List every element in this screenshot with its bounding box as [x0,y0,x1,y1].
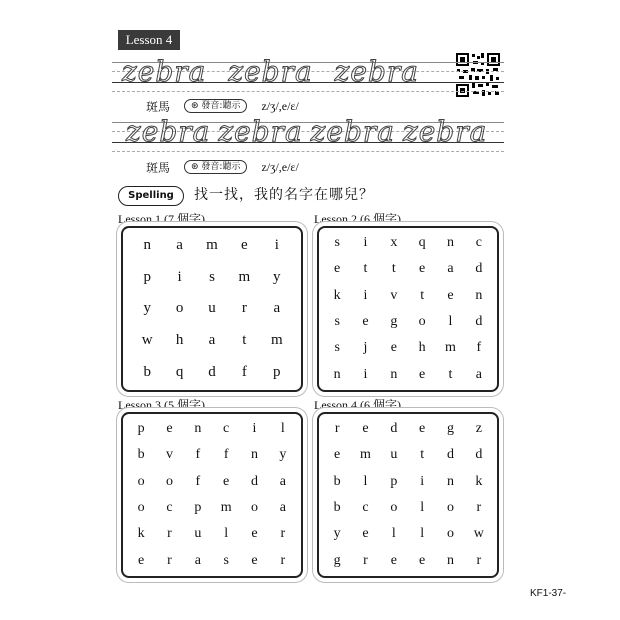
grid-letter: e [362,526,369,542]
grid-letter: a [279,500,286,516]
grid-letter: r [476,552,482,568]
grid-letter: n [390,366,398,382]
grid-letter: e [390,340,397,356]
grid-letter: s [223,552,229,568]
chinese-meaning: 斑馬 [146,99,171,114]
grid-letter: h [418,340,426,356]
trace-word: zebra [122,55,207,88]
grid-letter: e [166,421,173,437]
handwriting-lines-2 [112,115,504,152]
trace-word: zebra [334,55,419,88]
grid-letter: a [447,261,454,277]
grid-letter: e [334,261,341,277]
grid-letter: u [194,526,202,542]
puzzle-title-lesson-1: Lesson 1 (7 個字) [118,212,205,226]
grid-letter: i [420,473,425,489]
grid-letter: m [360,447,371,463]
grid-letter: m [206,237,218,254]
grid-letter: e [362,314,369,330]
grid-letter: a [176,237,183,254]
grid-letter: u [390,447,398,463]
word-search-grid-lesson-4 [317,412,499,578]
chinese-meaning: 斑馬 [146,160,171,175]
grid-letter: f [476,340,482,356]
grid-letter: o [250,500,258,516]
grid-letter: p [390,473,398,489]
grid-letter: a [279,473,286,489]
grid-letter: w [141,332,153,349]
grid-letter: r [241,300,247,317]
puzzle-title-lesson-4: Lesson 4 (6 個字) [314,398,401,412]
trace-word: zebra [402,115,488,148]
grid-letter: r [280,526,286,542]
spelling-instruction: 找一找，我的名字在哪兒？ [194,188,374,203]
grid-letter: f [195,473,201,489]
trace-word: zebra [228,55,313,88]
grid-letter: e [419,261,426,277]
grid-letter: g [446,421,454,437]
grid-letter: z [475,421,482,437]
grid-letter: n [446,235,454,251]
trace-word: zebra [126,115,211,148]
grid-letter: p [194,500,202,516]
grid-letter: n [475,287,483,303]
grid-letter: e [362,421,369,437]
grid-letter: p [273,363,281,380]
grid-letter: e [251,526,258,542]
grid-letter: k [475,473,483,489]
grid-letter: e [223,473,230,489]
grid-letter: i [363,235,368,251]
grid-letter: c [362,500,369,516]
grid-letter: d [446,447,454,463]
grid-letter: e [251,552,258,568]
grid-letter: r [167,526,172,542]
grid-letter: h [175,332,184,349]
grid-letter: g [333,552,341,568]
grid-letter: o [137,500,145,516]
grid-letter: a [194,552,201,568]
trace-word: zebra [218,115,303,148]
grid-letter: u [208,300,216,317]
grid-letter: r [476,500,482,516]
grid-letter: l [280,421,285,437]
grid-letter: o [137,473,145,489]
grid-letter: l [448,314,453,330]
grid-letter: a [475,366,482,382]
trace-words-2 [126,117,504,147]
grid-letter: o [165,473,173,489]
grid-letter: b [333,473,341,489]
word-search-grid-lesson-1 [121,226,303,392]
grid-letter: y [143,300,151,317]
grid-letter: e [419,366,426,382]
grid-letter: s [334,235,340,251]
trace-word: zebra [310,115,395,148]
grid-letter: m [270,332,283,349]
grid-letter: n [143,237,151,254]
grid-letter: t [391,261,396,277]
grid-letter: o [446,526,454,542]
spelling-badge: Spelling [118,186,184,206]
word-search-grid-lesson-2 [317,226,499,392]
grid-letter: e [447,287,454,303]
grid-letter: l [363,473,368,489]
grid-letter: y [279,447,287,463]
grid-letter: i [363,287,368,303]
grid-letter: b [137,447,145,463]
grid-letter: p [137,421,145,437]
grid-letter: c [223,421,230,437]
grid-letter: x [390,235,398,251]
grid-letter: e [390,552,397,568]
puzzle-title-lesson-3: Lesson 3 (5 個字) [118,398,205,412]
grid-letter: o [390,500,398,516]
grid-letter: c [166,500,173,516]
grid-letter: e [419,552,426,568]
grid-letter: f [241,363,247,380]
grid-letter: n [446,552,454,568]
grid-letter: n [250,447,258,463]
grid-letter: r [334,421,340,437]
grid-letter: g [390,314,398,330]
grid-letter: e [138,552,145,568]
grid-letter: q [418,235,426,251]
grid-letter: d [475,314,483,330]
grid-letter: e [241,237,248,254]
grid-letter: a [273,300,281,317]
grid-letter: l [420,500,425,516]
page-number: KF1-37- [530,588,567,599]
grid-letter: f [195,447,201,463]
grid-letter: l [224,526,229,542]
grid-letter: b [333,500,341,516]
grid-letter: c [475,235,482,251]
grid-letter: s [334,340,340,356]
trace-words-1 [122,57,504,87]
grid-letter: y [273,268,281,285]
grid-letter: r [363,552,368,568]
grid-letter: i [274,237,279,254]
grid-letter: l [420,526,425,542]
grid-letter: s [334,314,340,330]
grid-letter: w [473,526,484,542]
grid-letter: t [242,332,247,349]
grid-letter: k [333,287,341,303]
grid-letter: d [475,261,483,277]
grid-letter: j [363,340,368,356]
grid-letter: m [445,340,456,356]
grid-letter: m [238,268,251,285]
phonetic-text: z/ʒ/,e/ɛ/ [261,159,299,174]
grid-letter: d [390,421,398,437]
puzzle-title-lesson-2: Lesson 2 (6 個字) [314,212,401,226]
grid-letter: d [475,447,483,463]
grid-letter: f [223,447,229,463]
grid-letter: t [420,447,425,463]
grid-letter: a [208,332,216,349]
grid-letter: v [390,287,398,303]
grid-letter: n [194,421,202,437]
grid-letter: n [333,366,341,382]
meaning-row-2 [146,158,299,176]
grid-letter: i [177,268,182,285]
grid-letter: y [333,526,341,542]
pronunciation-pill: ⊛ 發音:聽示 [184,99,247,113]
grid-letter: d [208,363,216,380]
grid-letter: l [391,526,396,542]
pronunciation-pill: ⊛ 發音:聽示 [184,160,247,174]
grid-letter: k [137,526,145,542]
grid-letter: e [419,421,426,437]
grid-letter: o [175,300,184,317]
grid-letter: r [280,552,286,568]
phonetic-text: z/ʒ/,e/ɛ/ [261,98,299,113]
grid-letter: q [175,363,184,380]
grid-letter: b [143,363,151,380]
grid-letter: s [209,268,215,285]
grid-letter: n [446,473,454,489]
grid-letter: o [446,500,454,516]
grid-letter: v [165,447,173,463]
grid-letter: d [250,473,258,489]
grid-letter: m [220,500,232,516]
grid-letter: r [167,552,172,568]
grid-letter: o [418,314,426,330]
grid-letter: t [448,366,453,382]
grid-letter: i [363,366,368,382]
lesson-tab: Lesson 4 [118,30,180,50]
grid-letter: t [420,287,425,303]
grid-letter: p [143,268,151,285]
meaning-row-1 [146,97,299,115]
word-search-grid-lesson-3 [121,412,303,578]
handwriting-lines-1 [112,55,504,92]
grid-letter: e [334,447,341,463]
grid-letter: t [363,261,368,277]
grid-letter: i [252,421,257,437]
